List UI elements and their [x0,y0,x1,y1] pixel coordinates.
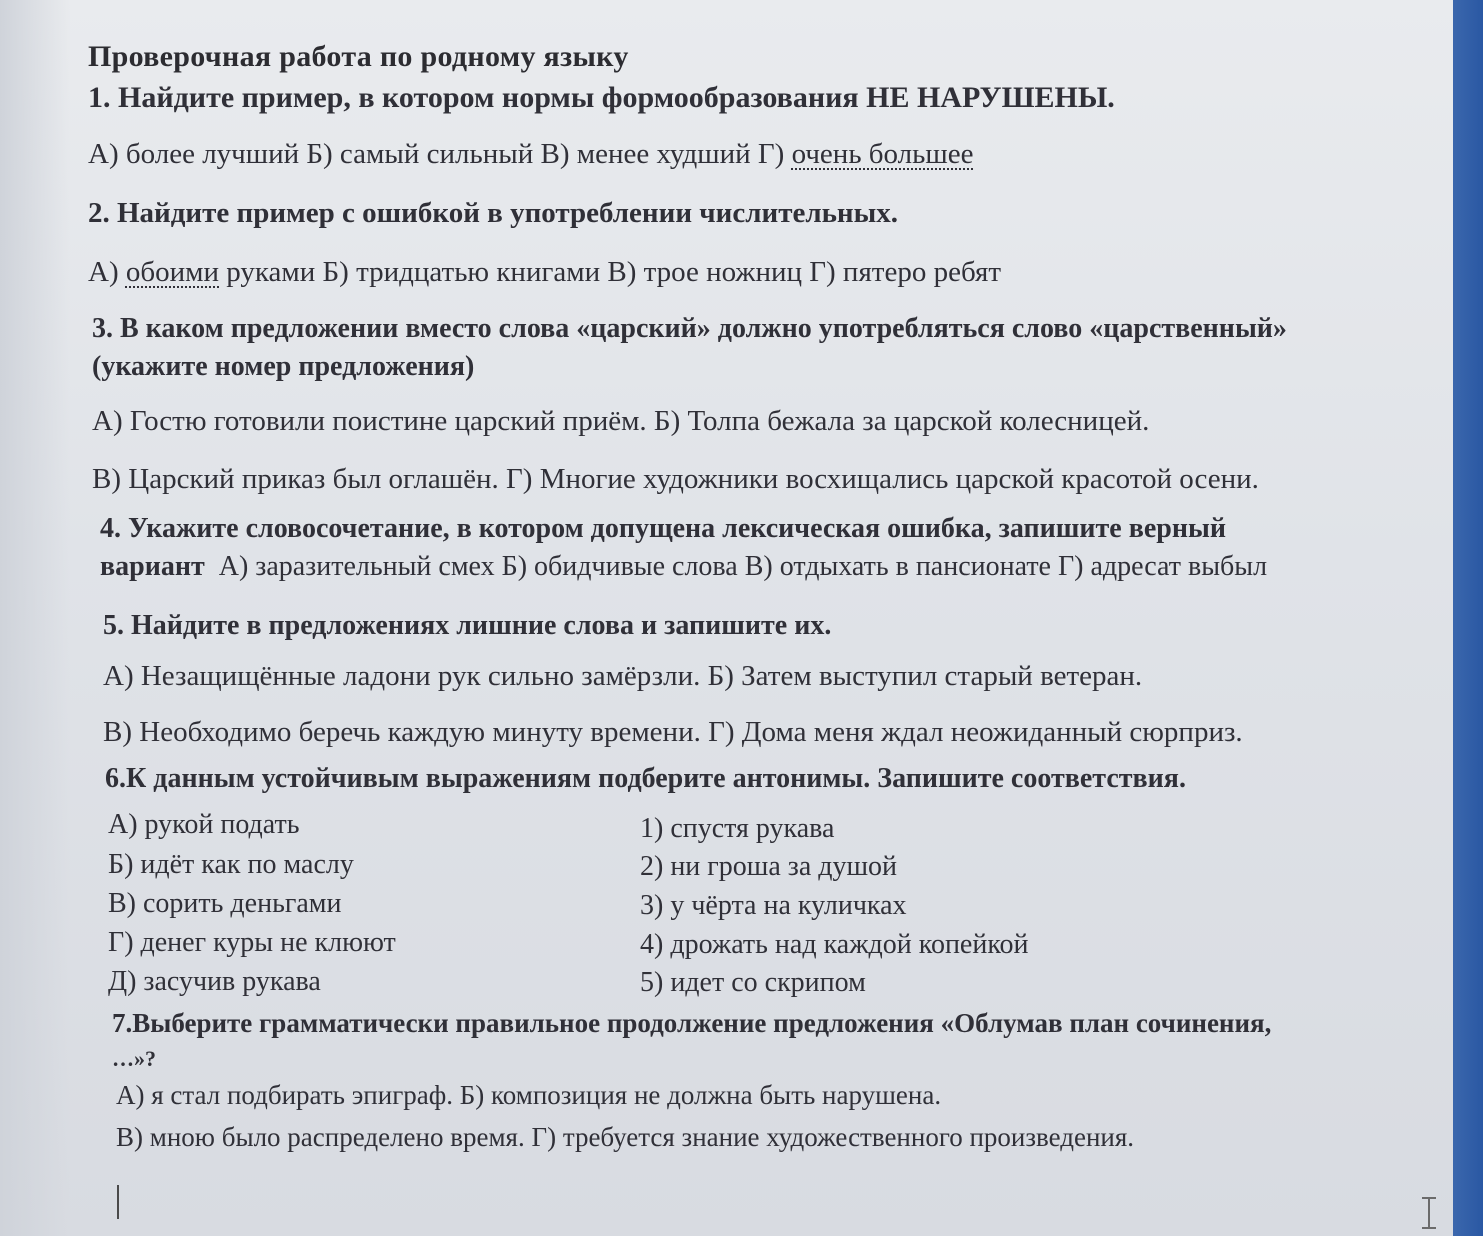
question-1-options [88,140,973,169]
text-cursor[interactable] [117,1185,119,1219]
question-4-gap [205,551,219,582]
question-7-prompt-line-2: …»? [112,1046,156,1071]
question-6-right-item-1: 1) спустя рукава [640,813,835,844]
question-3-prompt-line-2: (укажите номер предложения) [92,351,475,382]
question-4-options: А) заразительный смех Б) обидчивые слова В) отдыхать в пансионате Г) адресат выбыл [218,551,1268,582]
question-5-prompt: 5. Найдите в предложениях лишние слова и запишите их. [103,610,832,641]
question-6-left-item-d: Д) засучив рукава [108,966,321,997]
question-4-line-2 [100,553,1267,581]
question-1-options-text: А) более лучший Б) самый сильный В) менее худший Г) [88,138,792,170]
question-3-prompt-line-1: 3. В каком предложении вместо слова «царский» должно употребляться слово «царственный» [92,313,1287,344]
question-5-options-line-2: В) Необходимо беречь каждую минуту времени. Г) Дома меня ждал неожиданный сюрприз. [103,716,1243,748]
question-2-options [88,258,1001,287]
question-6-right-item-2: 2) ни гроша за душой [640,851,898,882]
question-2-underlined-word: обоими [125,256,220,288]
question-2-prompt: 2. Найдите пример с ошибкой в употреблении числительных. [88,197,899,229]
question-7-prompt-line-1: 7.Выберите грамматически правильное продолжение предложения «Облумав план сочинения, [112,1008,1272,1038]
page-title: Проверочная работа по родному языку [88,40,629,73]
question-5-options-line-1: А) Незащищённые ладони рук сильно замёрзли. Б) Затем выступил старый ветеран. [103,660,1143,692]
question-6-prompt: 6.К данным устойчивым выражениям подберите антонимы. Запишите соответствия. [105,763,1186,794]
question-4-prompt-line-1: 4. Укажите словосочетание, в котором допущена лексическая ошибка, запишите верный [100,513,1226,544]
question-6-right-item-3: 3) у чёрта на куличках [640,890,907,921]
question-7-options-line-2: В) мною было распределено время. Г) требуется знание художественного произведения. [116,1122,1135,1152]
question-1-underlined-option: очень большее [791,138,974,170]
question-3-options-line-1: А) Гостю готовили поистине царский приём. Б) Толпа бежала за царской колесницей. [92,405,1150,437]
question-2-options-suffix: руками Б) тридцатью книгами В) трое ножниц Г) пятеро ребят [219,256,1001,288]
window-edge [1453,0,1483,1236]
question-6-left-item-g: Г) денег куры не клюют [108,927,396,958]
question-6-right-item-5: 5) идет со скрипом [640,967,866,998]
question-6-left-item-a: А) рукой подать [108,809,300,840]
question-6-right-item-4: 4) дрожать над каждой копейкой [640,929,1029,960]
question-1-prompt: 1. Найдите пример, в котором нормы формообразования НЕ НАРУШЕНЫ. [88,81,1115,114]
question-6-left-item-v: В) сорить деньгами [108,888,342,919]
question-6-left-item-b: Б) идёт как по маслу [108,849,354,880]
question-3-options-line-2: В) Царский приказ был оглашён. Г) Многие художники восхищались царской красотой осени. [92,463,1259,495]
question-4-prompt-line-2: вариант [100,551,205,582]
question-2-options-prefix: А) [88,256,126,288]
ibeam-cursor-icon [1416,1196,1442,1230]
question-7-options-line-1: А) я стал подбирать эпиграф. Б) композиция не должна быть нарушена. [116,1080,942,1110]
ibeam-bottom-bar [1422,1227,1436,1229]
ibeam-stem [1428,1199,1430,1227]
